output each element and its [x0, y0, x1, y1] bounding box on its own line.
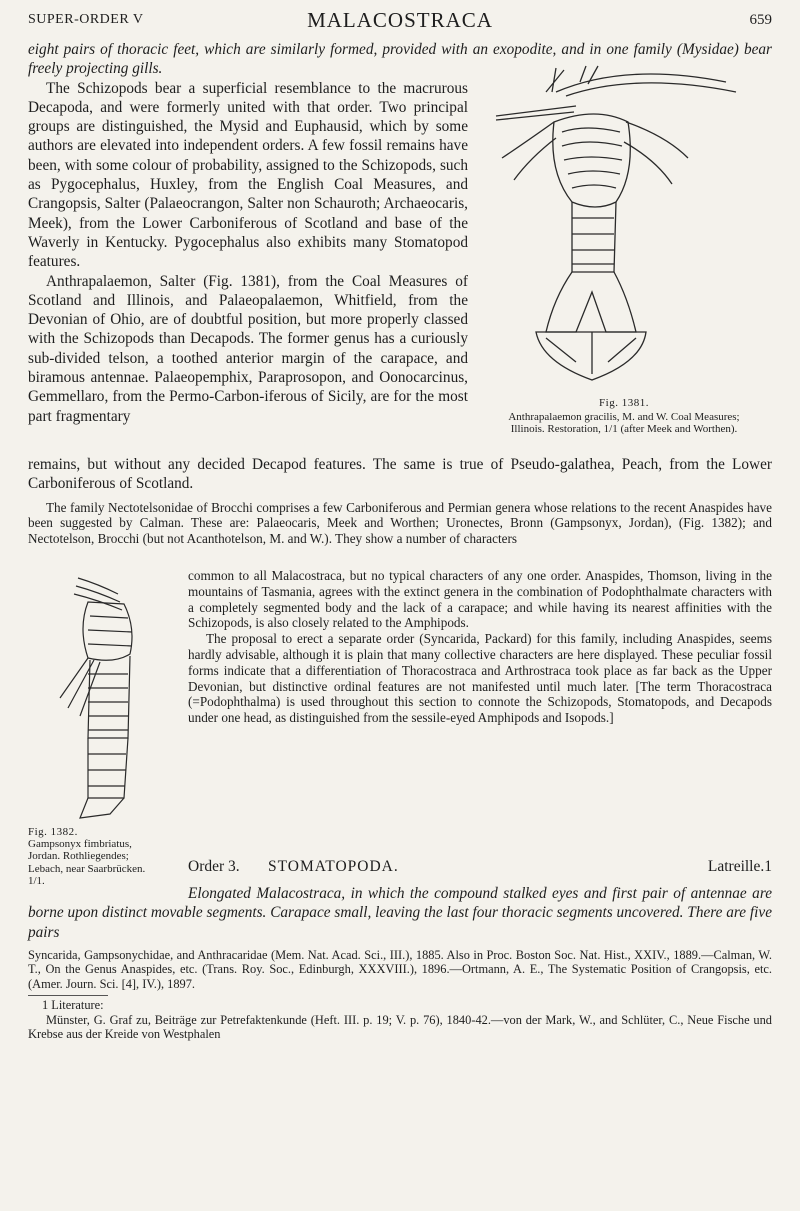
order-name: STOMATOPODA.	[268, 858, 399, 875]
paragraph-anaspides: common to all Malacostraca, but no typical characters of any one order. Anaspides, Thomson, living in the mountains of Tasmania, agrees with the extinct genera in the combination of Podophthalmate characters with a completely segmented body and the lack of a carapace; and while having its nearest affinities with the Schizopods, is also closely related to the Amphipods.	[188, 568, 772, 631]
main-text-middle	[28, 455, 772, 547]
fig-1382-label: Fig. 1382.	[28, 826, 78, 838]
fig-1381-caption: Anthrapalaemon gracilis, M. and W. Coal Measures; Illinois. Restoration, 1/1 (after Meek and Worthen).	[508, 411, 740, 436]
paragraph-pseudogalathea: remains, but without any decided Decapod features. The same is true of Pseudo-galathea, Peach, from the Lower Carboniferous of Scotland.	[28, 456, 772, 493]
references-block: Syncarida, Gampsonychidae, and Anthracaridae (Mem. Nat. Acad. Sci., III.), 1885. Also in Proc. Boston Soc. Nat. Hist., XXIV., 1889.—Calman, W. T., On the Genus Anaspides, etc. (Trans. Roy. Soc., Edinburgh, XXXVIII.), 1896.—Ortmann, A. E., The Systematic Position of Crangopsis, etc. (Amer. Journ. Sci. [4], IV.), 1897.	[28, 947, 772, 991]
running-head	[28, 8, 772, 32]
fig-1381-label: Fig. 1381.	[599, 397, 649, 409]
footnote-title: 1 Literature:	[42, 998, 104, 1013]
paragraph-exopodite: eight pairs of thoracic feet, which are similarly formed, provided with an exopodite, and in one family (Mysidae) bear freely projecting gills.	[28, 41, 772, 78]
chapter-title: MALACOSTRACA	[307, 8, 493, 32]
order-number: Order 3.	[188, 858, 240, 875]
fig-1382-caption: Gampsonyx fimbriatus, Jordan. Rothliegendes; Lebach, near Saarbrücken. 1/1.	[28, 838, 146, 888]
main-text-bottom	[28, 884, 772, 1041]
order-heading	[188, 858, 772, 882]
paragraph-nectotelsonidae: The family Nectotelsonidae of Brocchi comprises a few Carboniferous and Permian genera whose relations to the recent Anaspides have been suggested by Calman. These are: Palaeocaris, Meek and Worthen; Uronectes, Bronn (Gampsonyx, Jordan), (Fig. 1382); and Nectotelson, Brocchi (but not Acanthotelson, M. and W.). They show a number of characters	[28, 499, 772, 547]
page-number: 659	[749, 12, 772, 28]
footnote-text: Münster, G. Graf zu, Beiträge zur Petrefaktenkunde (Heft. III. p. 19; V. p. 76), 1840-42.—von der Mark, W., and Schlüter, C., Neue Fische und Krebse aus der Kreide von Westphalen	[28, 1012, 772, 1041]
order-author: Latreille.1	[707, 858, 772, 875]
paragraph-anthrapalaemon: Anthrapalaemon, Salter (Fig. 1381), from the Coal Measures of Scotland and Illinois, and Palaeopalaemon, Whitfield, from the Devonian of Ohio, are of doubtful position, but more properly classed with the Schizopods than Decapods. The former genus has a curiously sub-divided telson, a toothed anterior margin of the carapace, and biramous antennae. Palaeopemphix, Paraprosopon, and Oonocarcinus, Gemmellaro, from the Permo-Carbon-iferous of Sicily, are for the most part fragmentary	[28, 272, 468, 425]
wrap-block-1382	[188, 568, 772, 726]
paragraph-syncarida: The proposal to erect a separate order (Syncarida, Packard) for this family, including Anaspides, seems hardly advisable, although it is plain that many collective characters are here displayed. These peculiar fossil forms indicate that a differentiation of Thoracostraca and Arthrostraca took place as far back as the Upper Devonian, but distinctive ordinal features are not manifested until much later. [The term Thoracostraca (=Podophthalma) is used throughout this section to connote the Schizopods, Stomatopods, and Decapods under one head, as distinguished from the sessile-eyed Amphipods and Isopods.]	[188, 631, 772, 726]
paragraph-schizopods: The Schizopods bear a superficial resemblance to the macrurous Decapoda, and were formerly united with that order. Two principal groups are distinguished, the Mysid and Euphausid, which by some authors are elevated into independent orders. A few fossil remains have been, with some colour of probability, assigned to the Schizopods, such as Pygocephalus, Huxley, from the English Coal Measures, and Crangopsis, Salter (Palaeocrangon, Salter non Schauroth; Archaeocaris, Meek), from the Lower Carboniferous of Scotland and base of the Waverly in Kentucky. Pygocephalus also exhibits many Stomatopod features.	[28, 79, 468, 271]
paragraph-stomatopoda-definition: Elongated Malacostraca, in which the compound stalked eyes and first pair of antennae are borne upon distinct movable segments. Carapace small, leaving the last four thoracic segments uncovered. There are five pairs	[28, 885, 772, 941]
order-block	[188, 858, 772, 882]
section-heading: SUPER-ORDER V	[28, 12, 144, 27]
figure-1381	[476, 62, 772, 436]
figure-1382	[28, 568, 168, 888]
footnote-divider	[28, 995, 108, 996]
anthrapalaemon-illustration	[476, 62, 772, 397]
gampsonyx-illustration	[28, 568, 158, 826]
